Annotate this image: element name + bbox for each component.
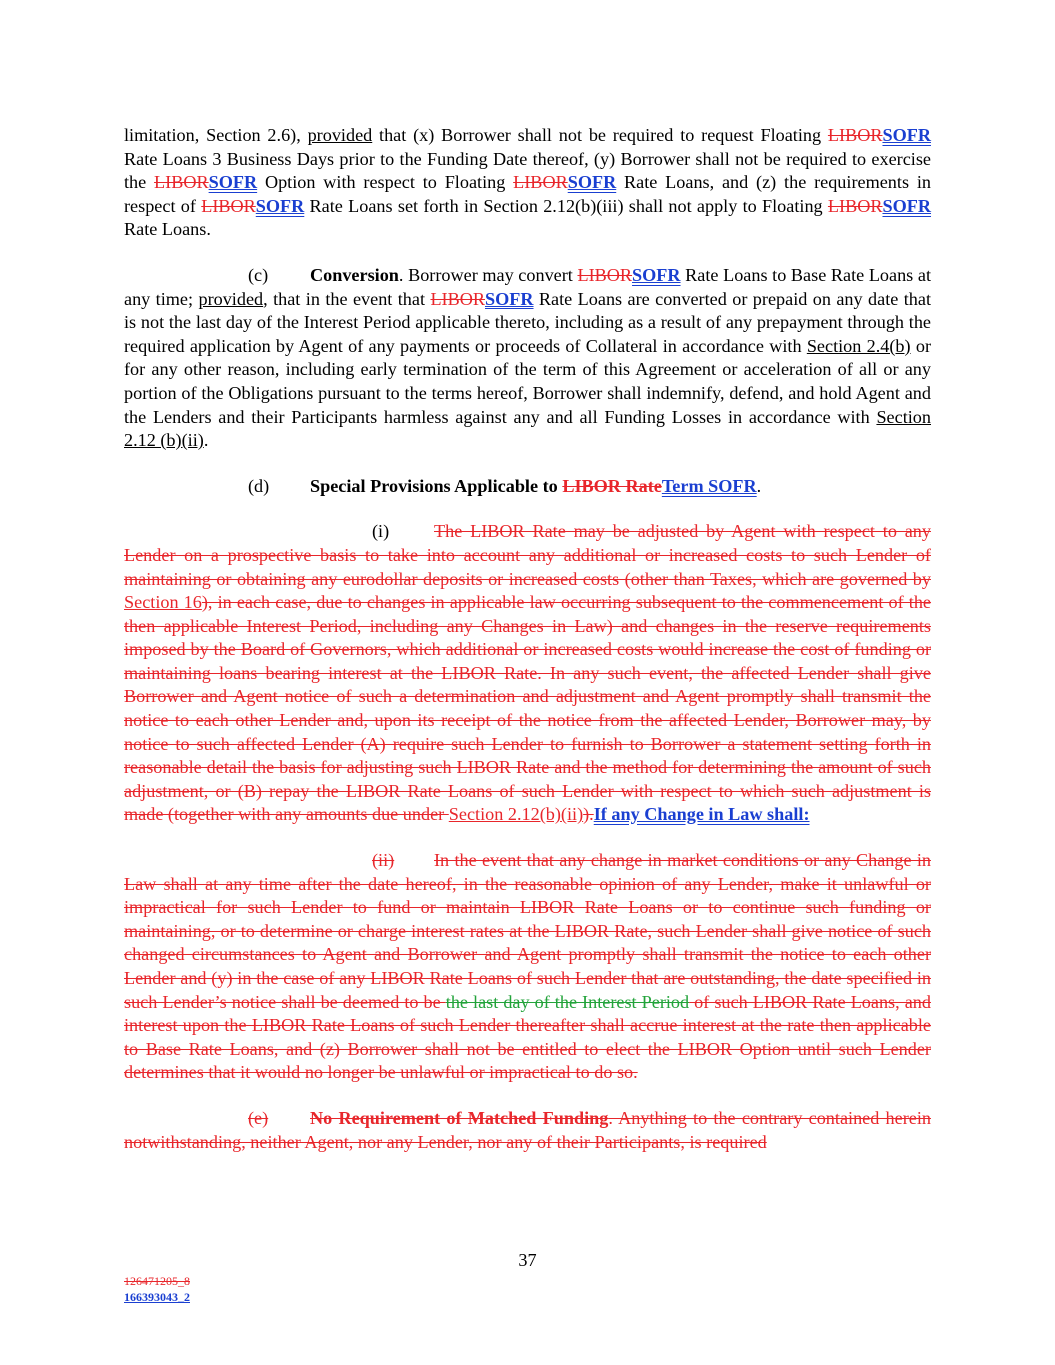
subsection-label: (ii): [372, 850, 395, 871]
deleted-term: LIBOR: [201, 195, 256, 216]
deleted-text: ).: [583, 804, 594, 825]
paragraph-d-heading: (d) Special Provisions Applicable to LIBOR RateTerm SOFR.: [124, 475, 931, 499]
deleted-term: LIBOR: [430, 288, 485, 309]
section-label: (c): [248, 264, 269, 285]
deleted-term: LIBOR: [827, 195, 883, 216]
section-heading: Special Provisions Applicable to: [310, 475, 563, 496]
inserted-term: SOFR: [567, 172, 617, 193]
old-document-id: 126471205_8: [124, 1274, 190, 1288]
paragraph-b-continuation: limitation, Section 2.6), provided that (x) Borrower shall not be required to request Floating LIBORSOFR Rate Loans 3 Business Days prior to the Funding Date thereof, (y) Borrower shall not be required to exercise the LIBORSOFR Option with respect to Floating LIBORSOFR Rate Loans, and (z) the requirements in respect of LIBORSOFR Rate Loans set forth in Section 2.12(b)(iii) shall not apply to Floating LIBORSOFR Rate Loans.: [124, 125, 931, 240]
inserted-term: SOFR: [632, 264, 681, 285]
deleted-reference: Section 2.12(b)(ii): [448, 804, 584, 825]
section-label: (e): [248, 1107, 269, 1128]
inserted-text: If any Change in Law shall:: [593, 804, 810, 825]
deleted-text: The LIBOR Rate may be adjusted by Agent with respect to any Lender on a prospective basis to take into account any additional or increased costs to such Lender of maintaining or obtaining any eurodollar deposits or increased costs (other than Taxes, which are governed by: [124, 521, 931, 589]
inserted-term: SOFR: [882, 195, 931, 216]
provided-term: provided: [198, 288, 264, 309]
paragraph-d-i: [124, 520, 931, 827]
deleted-term: LIBOR: [513, 172, 568, 193]
section-label: (d): [248, 475, 270, 496]
deleted-term: LIBOR: [827, 125, 883, 145]
deleted-text: . Anything to the contrary contained herein notwithstanding, neither Agent, nor any Lender, nor any of their Participants, is required: [124, 1107, 931, 1152]
section-heading: Conversion: [310, 264, 399, 285]
subsection-label: (i): [372, 521, 390, 542]
page-number: 37: [518, 1250, 537, 1270]
deleted-text: of such LIBOR Rate Loans, and interest upon the LIBOR Rate Loans of such Lender thereafter shall accrue interest at the rate then applicable to Base Rate Loans, and (z) Borrower shall not be entitled to elect the LIBOR Option until such Lender determines that it would no longer be unlawful or impractical to do so.: [124, 991, 931, 1083]
deleted-text: ), in each case, due to changes in applicable law occurring subsequent to the commencement of the then applicable Interest Period, including any Changes in Law) and changes in the reserve requirements imposed by the Board of Governors, which additional or increased costs would increase the cost of funding or maintaining loans bearing interest at the LIBOR Rate. In any such event, the affected Lender shall give Borrower and Agent notice of such a determination and adjustment and Agent promptly shall transmit the notice to each other Lender and, upon its receipt of the notice from the affected Lender, Borrower may, by notice to such affected Lender (A) require such Lender to furnish to Borrower a statement setting forth in reasonable detail the basis for adjusting such LIBOR Rate and the method for determining the amount of such adjustment, or (B) repay the LIBOR Rate Loans of such Lender with respect to which such adjustment is made (together with any amounts due under: [124, 592, 932, 825]
section-heading: No Requirement of Matched Funding: [310, 1107, 609, 1128]
provided-term: provided: [307, 125, 373, 145]
deleted-term: LIBOR: [577, 264, 633, 285]
section-reference: Section 2.4(b): [806, 335, 911, 356]
inserted-term: SOFR: [255, 195, 305, 216]
inserted-heading-text: Term SOFR: [661, 475, 757, 496]
inserted-term: SOFR: [208, 172, 258, 193]
moved-text: the last day of the Interest Period: [445, 991, 690, 1012]
deleted-term: LIBOR: [154, 172, 209, 193]
new-document-id: 166393043_2: [124, 1290, 190, 1304]
deleted-reference: Section 16: [124, 592, 202, 613]
inserted-term: SOFR: [882, 125, 931, 145]
deleted-heading-text: LIBOR Rate: [562, 475, 662, 496]
paragraph-c-conversion: (c) Conversion. Borrower may convert LIBORSOFR Rate Loans to Base Rate Loans at any time; provided, that in the event that LIBORSOFR Rate Loans are converted or prepaid on any date that is not the last day of the Interest Period applicable thereto, including as a result of any prepayment through the required application by Agent of any payments or proceeds of Collateral in accordance with Section 2.4(b) or for any other reason, including early termination of the term of this Agreement or acceleration of all or any portion of the Obligations pursuant to the terms hereof, Borrower shall indemnify, defend, and hold Agent and the Lenders and their Participants harmless against any and all Funding Losses in accordance with Section 2.12 (b)(ii).: [124, 264, 932, 451]
document-page: [124, 124, 931, 1154]
deleted-text: In the event that any change in market conditions or any Change in Law shall at any time after the date hereof, in the reasonable opinion of any Lender, make it unlawful or impractical for such Lender to fund or maintain LIBOR Rate Loans or to continue such funding or maintaining, or to determine or charge interest rates at the LIBOR Rate, such Lender shall give notice of such changed circumstances to Agent and Borrower and Agent promptly shall transmit the notice to each other Lender and (y) in the case of any LIBOR Rate Loans of such Lender that are outstanding, the date specified in such Lender’s notice shall be deemed to be: [124, 850, 931, 1012]
section-reference: Section 2.12 (b)(ii): [124, 406, 931, 451]
paragraph-d-ii: [124, 849, 931, 1085]
inserted-term: SOFR: [485, 288, 534, 309]
paragraph-e: [124, 1107, 931, 1154]
